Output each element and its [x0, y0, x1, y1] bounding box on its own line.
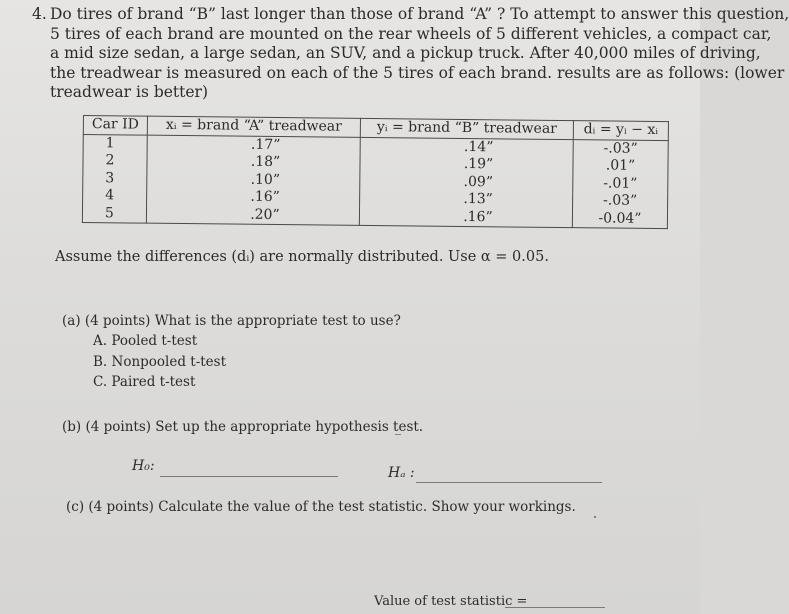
- question-stem-line: the treadwear is measured on each of the 5 tires of each brand. results are as follows: (lower: [50, 63, 785, 82]
- cell-brand-a: .16”: [147, 188, 360, 208]
- cell-brand-a: .20”: [146, 205, 359, 225]
- cell-brand-a: .10”: [147, 170, 360, 190]
- header-difference: dᵢ = yᵢ − xᵢ: [573, 121, 668, 140]
- cell-car-id: 4: [83, 187, 147, 205]
- null-hypothesis-blank[interactable]: [160, 476, 338, 477]
- cell-car-id: 2: [83, 152, 147, 170]
- question-stem-line: a mid size sedan, a large sedan, an SUV, and a pickup truck. After 40,000 miles of driving,: [50, 44, 761, 62]
- null-hypothesis-label: H₀:: [132, 458, 155, 474]
- normality-assumption: Assume the differences (dᵢ) are normally distributed. Use α = 0.05.: [55, 249, 549, 265]
- option-paired-t-test: C. Paired t-test: [93, 374, 196, 390]
- option-nonpooled-t-test: B. Nonpooled t-test: [93, 354, 227, 370]
- cell-brand-b: .16”: [359, 207, 572, 227]
- cell-car-id: 5: [82, 205, 146, 224]
- part-a-prompt: (a) (4 points) What is the appropriate test to use?: [62, 313, 401, 329]
- header-brand-b: yᵢ = brand “B” treadwear: [360, 118, 573, 139]
- alternative-hypothesis-label: Hₐ :: [388, 465, 415, 481]
- treadwear-table: [82, 115, 669, 229]
- cell-brand-b: .19”: [360, 155, 573, 175]
- cell-brand-b: .13”: [360, 190, 573, 210]
- part-b-prompt: (b) (4 points) Set up the appropriate hypothesis test.: [62, 419, 424, 435]
- question-number: 4.: [32, 5, 47, 23]
- header-car-id: Car ID: [83, 116, 147, 135]
- cell-brand-b: .14”: [360, 137, 573, 157]
- option-pooled-t-test: A. Pooled t-test: [93, 333, 198, 349]
- cell-brand-b: .09”: [360, 172, 573, 192]
- question-stem: [50, 5, 789, 103]
- stray-mark: [594, 516, 596, 518]
- cell-brand-a: .17”: [147, 135, 360, 155]
- cell-difference: -.03”: [573, 139, 668, 158]
- test-statistic-label: Value of test statistic =: [374, 594, 528, 609]
- pen-mark: [395, 430, 401, 435]
- cell-car-id: 1: [83, 134, 147, 153]
- alternative-hypothesis-blank[interactable]: [416, 482, 602, 483]
- header-brand-a: xᵢ = brand “A” treadwear: [147, 116, 360, 137]
- cell-car-id: 3: [83, 170, 147, 188]
- part-c-prompt: (c) (4 points) Calculate the value of the test statistic. Show your workings.: [66, 499, 576, 515]
- question-stem-line: treadwear is better): [50, 83, 209, 101]
- cell-difference: .01”: [573, 157, 668, 175]
- question-stem-line: 5 tires of each brand are mounted on the rear wheels of 5 different vehicles, a compact car,: [50, 24, 772, 43]
- question-stem-line: Do tires of brand “B” last longer than those of brand “A” ? To attempt to answer this question,: [50, 5, 789, 23]
- cell-difference: -.01”: [573, 175, 668, 193]
- test-statistic-blank[interactable]: [505, 607, 605, 608]
- cell-brand-a: .18”: [147, 153, 360, 173]
- cell-difference: -.03”: [573, 192, 668, 210]
- cell-difference: -0.04”: [572, 210, 667, 229]
